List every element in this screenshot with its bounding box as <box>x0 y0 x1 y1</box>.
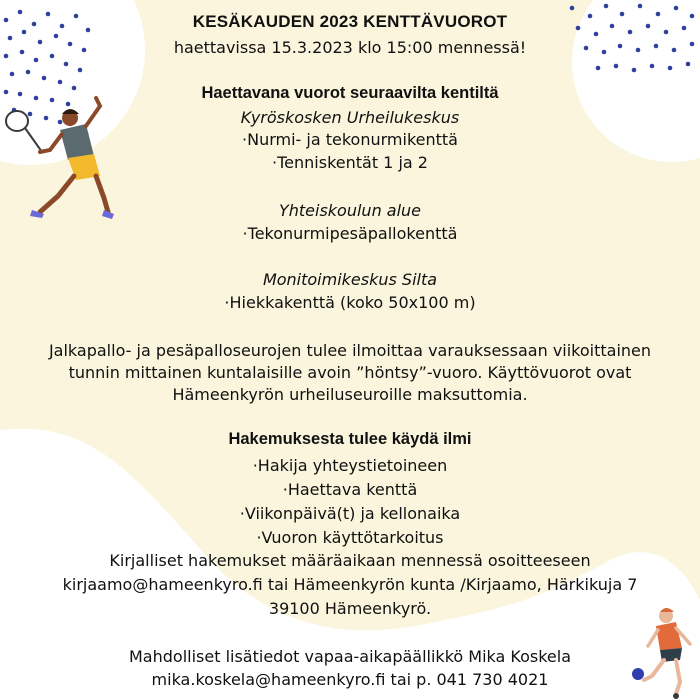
submission-line: 39100 Hämeenkyrö. <box>268 599 432 618</box>
application-item: ·Hakija yhteystietoineen <box>252 456 448 475</box>
info-paragraph-line: tunnin mittainen kuntalaisille avoin ”höntsy”-vuoro. Käyttövuorot ovat <box>68 363 632 382</box>
venue-name: Kyröskosken Urheilukeskus <box>240 108 460 127</box>
contact-line: mika.koskela@hameenkyro.fi tai p. 041 730 4021 <box>151 670 549 689</box>
venue-name: Yhteiskoulun alue <box>278 201 422 220</box>
deadline-line: haettavissa 15.3.2023 klo 15:00 mennessä! <box>173 38 527 57</box>
info-paragraph-line: Hämeenkyrön urheiluseuroille maksuttomia. <box>172 385 528 404</box>
venue-item: ·Tenniskentät 1 ja 2 <box>272 153 428 172</box>
venue-item: ·Hiekkakenttä (koko 50x100 m) <box>224 293 476 312</box>
fields-heading: Haettavana vuorot seuraavilta kentiltä <box>201 84 499 102</box>
application-item: ·Viikonpäivä(t) ja kellonaika <box>239 504 461 523</box>
submission-line: kirjaamo@hameenkyro.fi tai Hämeenkyrön kunta /Kirjaamo, Härkikuja 7 <box>62 575 638 594</box>
application-item: ·Vuoron käyttötarkoitus <box>256 528 444 547</box>
submission-line: Kirjalliset hakemukset määräaikaan mennessä osoitteeseen <box>109 551 591 570</box>
poster-title: KESÄKAUDEN 2023 KENTTÄVUOROT <box>192 12 508 31</box>
venue-item: ·Tekonurmipesäpallokenttä <box>242 224 458 243</box>
info-paragraph-line: Jalkapallo- ja pesäpalloseurojen tulee ilmoittaa varauksessaan viikoittainen <box>48 341 652 360</box>
venue-name: Monitoimikeskus Silta <box>262 270 438 289</box>
application-heading: Hakemuksesta tulee käydä ilmi <box>228 430 472 448</box>
application-item: ·Haettava kenttä <box>282 480 418 499</box>
venue-item: ·Nurmi- ja tekonurmikenttä <box>242 130 458 149</box>
contact-line: Mahdolliset lisätiedot vapaa-aikapäällikkö Mika Koskela <box>129 647 571 666</box>
